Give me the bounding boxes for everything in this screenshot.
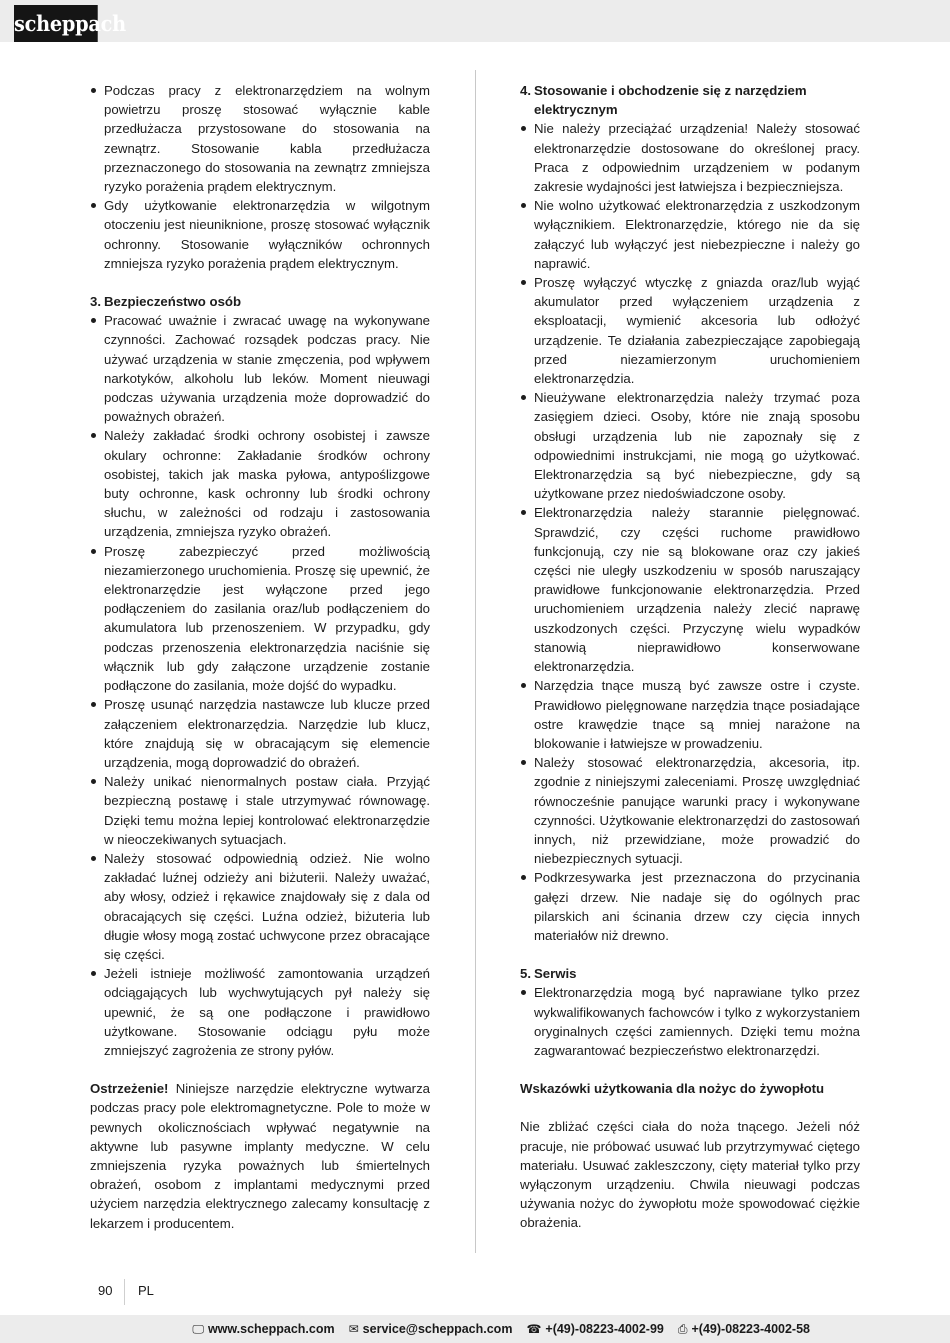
warning-text: Niniejsze narzędzie elektryczne wytwarza podczas pracy pole elektromagnetyczne. Pole to może w pewnych okolicznościach wpływać negatywnie na aktywne lub pasywne implanty medyczne. W celu zmniejszenia ryzyka poważnych lub śmiertelnych obrażeń, osobom z implantami medycznymi przed użyciem narzędzia elektrycznego zalecamy konsultację z lekarzem i producentem. (90, 1081, 430, 1231)
intro-bullet-list (90, 81, 430, 273)
warning-paragraph (90, 1079, 430, 1233)
list-item: Podczas pracy z elektronarzędziem na wolnym powietrzu proszę stosować wyłącznie kable przedłużacza przystosowane do stosowania na zewnątrz. Stosowanie kabla przedłużacza przeznaczonego do stosowania na zewnątrz zmniejsza ryzyko porażenia prądem elektrycznym. (90, 81, 430, 196)
warning-label: Ostrzeżenie! (90, 1081, 169, 1097)
list-item: Elektronarzędzia należy starannie pielęgnować. Sprawdzić, czy części ruchome prawidłowo funkcjonują, czy nie są blokowane oraz czy jakieś części nie uległy uszkodzeniu w sposób naruszający prawidłowe funkcjonowanie elektronarzędzia. Przed uruchomieniem urządzenia należy zlecić naprawę uszkodzonych części. Przyczynę wielu wypadków stanowią nieprawidłowo konserwowane elektronarzędzia. (520, 503, 860, 676)
list-item: Nie należy przeciążać urządzenia! Należy stosować elektronarzędzie dostosowane do określonej pracy. Praca z odpowiednim urządzeniem w podanym zakresie wydajności jest łatwiejsza i bezpieczniejsza. (520, 119, 860, 196)
section-3-heading (90, 292, 430, 311)
language-code: PL (138, 1283, 154, 1298)
list-item: Nieużywane elektronarzędzia należy trzymać poza zasięgiem dzieci. Osoby, które nie znają sposobu obsługi urządzenia lub nie zapoznały się z odpowiednimi instrukcjami, nie mogą go użytkować. Elektronarzędzia są być niebezpieczne, gdy są użytkowane przez niedoświadczone osoby. (520, 388, 860, 503)
section-5-heading (520, 964, 860, 983)
fax-contact (678, 1322, 810, 1337)
email-contact[interactable] (349, 1322, 513, 1336)
scheppach-logo: scheppach (14, 5, 98, 42)
list-item: Proszę usunąć narzędzia nastawcze lub klucze przed załączeniem elektronarzędzia. Narzędzie lub klucz, które znajdują się w obracającym się elemencie urządzenia, mogą doprowadzić do obrażeń. (90, 695, 430, 772)
list-item: Nie wolno użytkować elektronarzędzia z uszkodzonym wyłącznikiem. Elektronarzędzie, którego nie da się załączyć lub wyłączyć jest niebezpieczne i należy go naprawić. (520, 196, 860, 273)
list-item: Elektronarzędzia mogą być naprawiane tylko przez wykwalifikowanych fachowców i tylko z wykorzystaniem oryginalnych części zamiennych. Dzięki temu można zagwarantować bezpieczeństwo elektronarzędzi. (520, 983, 860, 1060)
fax-icon: ⎙ (677, 1321, 688, 1336)
website-contact[interactable] (192, 1322, 334, 1337)
section-title: Stosowanie i obchodzenie się z narzędziem elektrycznym (534, 83, 807, 118)
right-column (520, 81, 860, 1233)
phone-icon: ☎ (526, 1322, 542, 1336)
fax-number: +(49)-08223-4002-58 (691, 1322, 810, 1336)
section-5-bullet-list (520, 983, 860, 1060)
left-column (90, 81, 430, 1233)
section-3-bullet-list (90, 311, 430, 1060)
list-item: Pracować uważnie i zwracać uwagę na wykonywane czynności. Zachować rozsądek podczas pracy. Nie używać urządzenia w stanie zmęczenia, pod wpływem narkotyków, alkoholu lub leków. Moment nieuwagi podczas używania urządzenia może doprowadzić do poważnych obrażeń. (90, 311, 430, 426)
list-item: Należy stosować elektronarzędzia, akcesoria, itp. zgodnie z niniejszymi zaleceniami. Proszę uwzględniać równocześnie panujące warunki pracy i wykonywane czynności. Użytkowanie elektronarzędzi do zastosowań innych, niż przewidziane, może prowadzić do niebezpiecznych sytuacji. (520, 753, 860, 868)
list-item: Należy zakładać środki ochrony osobistej i zawsze okulary ochronne: Zakładanie środków ochrony osobistej, takich jak maska pyłowa, antypoślizgowe buty ochronne, kask ochronny lub środki ochrony słuchu, w zależności od rodzaju i zastosowania urządzenia, zmniejsza ryzyko obrażeń. (90, 426, 430, 541)
contact-bar (0, 1315, 950, 1343)
section-title: Bezpieczeństwo osób (104, 294, 242, 310)
section-number: 3. (90, 294, 101, 310)
section-4-heading (520, 81, 860, 119)
section-number: 4. (520, 83, 531, 98)
hedge-trimmer-heading: Wskazówki użytkowania dla nożyc do żywopłotu (520, 1081, 825, 1097)
phone-number: +(49)-08223-4002-99 (545, 1322, 664, 1336)
list-item: Narzędzia tnące muszą być zawsze ostre i czyste. Prawidłowo pielęgnowane narzędzia tnące posiadające ostre krawędzie tnące są mniej narażone na blokowanie i łatwiejsze w prowadzeniu. (520, 676, 860, 753)
list-item: Podkrzesywarka jest przeznaczona do przycinania gałęzi drzew. Nie nadaje się do ogólnych prac pilarskich ani ścinania drzew czy cięcia innych materiałów niż drewno. (520, 868, 860, 945)
email-link[interactable]: service@scheppach.com (362, 1322, 513, 1336)
column-divider (475, 70, 476, 1253)
monitor-icon: 🖵 (192, 1321, 204, 1336)
page-number: 90 (98, 1283, 113, 1298)
footer-separator (124, 1279, 125, 1305)
list-item: Jeżeli istnieje możliwość zamontowania urządzeń odciągających lub wychwytujących pył należy się upewnić, że są one podłączone i prawidłowo użytkowane. Stosowanie odciągu pyłu może zmniejszyć zagrożenia ze strony pyłów. (90, 964, 430, 1060)
website-link[interactable]: www.scheppach.com (207, 1322, 335, 1336)
list-item: Gdy użytkowanie elektronarzędzia w wilgotnym otoczeniu jest nieuniknione, proszę stosować wyłącznik ochronny. Stosowanie wyłączników ochronnych zmniejsza ryzyko porażenia prądem elektrycznym. (90, 196, 430, 273)
list-item: Należy stosować odpowiednią odzież. Nie wolno zakładać luźnej odzieży ani biżuterii. Należy uważać, aby włosy, odzież i rękawice znajdowały się z dala od obracających się części. Luźna odzież, biżuteria lub długie włosy mogą zostać uchwycone przez obracające się części. (90, 849, 430, 964)
hedge-trimmer-paragraph: Nie zbliżać części ciała do noża tnącego. Jeżeli nóż pracuje, nie próbować usuwać lub przytrzymywać ciętego materiału. Usuwać zakleszczony, cięty materiał tylko przy wyłączonym urządzeniu. Chwila nieuwagi podczas używania nożyc do żywopłotu może spowodować ciężkie obrażenia. (520, 1119, 860, 1231)
phone-contact (526, 1322, 663, 1336)
envelope-icon: ✉ (348, 1322, 359, 1336)
list-item: Należy unikać nienormalnych postaw ciała. Przyjąć bezpieczną postawę i stale utrzymywać równowagę. Dzięki temu można lepiej kontrolować elektronarzędzie w nieoczekiwanych sytuacjach. (90, 772, 430, 849)
list-item: Proszę zabezpieczyć przed możliwością niezamierzonego uruchomienia. Proszę się upewnić, że elektronarzędzie jest wyłączone przed jego podłączeniem do zasilania oraz/lub podłączeniem do akumulatora lub przenoszeniem. W przypadku, gdy podczas przenoszenia elektronarzędzia naciśnie się włącznik lub gdy załączone urządzenie zostanie podłączone do zasilania, może dojść do wypadku. (90, 542, 430, 696)
section-number: 5. (520, 966, 531, 982)
header-bar (0, 0, 950, 42)
section-4-bullet-list (520, 119, 860, 945)
list-item: Proszę wyłączyć wtyczkę z gniazda oraz/lub wyjąć akumulator przed wyłączeniem urządzenia z eksploatacji, wymienić akcesoria lub odłożyć urządzenie. Te działania zabezpieczające zapobiegają przed niezamierzonym uruchomieniem elektronarzędzia. (520, 273, 860, 388)
section-title: Serwis (534, 966, 577, 982)
